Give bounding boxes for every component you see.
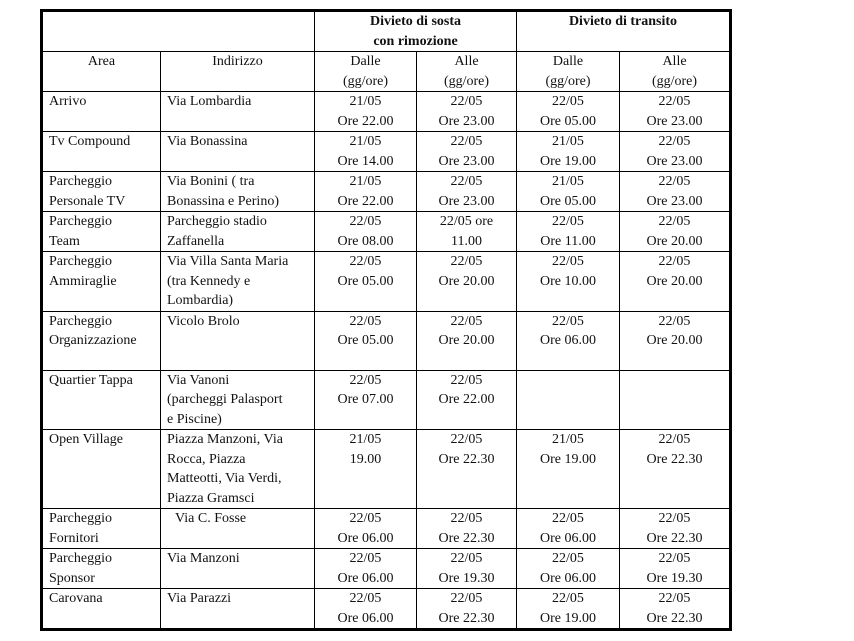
table-row (42, 311, 731, 370)
cell-transito-dalle (517, 92, 620, 132)
cell-transito-alle (620, 172, 731, 212)
col-header-area: Area (42, 52, 161, 92)
cell-indirizzo (161, 212, 315, 252)
cell-transito-alle (620, 212, 731, 252)
cell-text-line: 22/05 (450, 254, 483, 269)
cell-transito-dalle (517, 430, 620, 509)
cell-transito-dalle (517, 132, 620, 172)
cell-text-line: 21/05 (349, 94, 382, 109)
cell-text-line: Ore 06.00 (540, 570, 596, 586)
cell-sosta-dalle (315, 92, 417, 132)
cell-transito-alle (620, 92, 731, 132)
table-row (42, 430, 731, 509)
table-row (42, 172, 731, 212)
cell-text-line: 22/05 (552, 254, 584, 269)
cell-text-line: Fornitori (49, 530, 99, 546)
cell-text-line: Ore 06.00 (337, 530, 394, 546)
cell-area (42, 212, 161, 252)
cell-text-line: 21/05 (349, 134, 382, 149)
cell-text-line: 22/05 (450, 432, 483, 447)
cell-text-line: Via Vanoni (167, 372, 230, 388)
cell-sosta-alle (417, 212, 517, 252)
cell-text-line: 22/05 (658, 591, 691, 606)
cell-sosta-dalle (315, 430, 417, 509)
cell-sosta-alle (417, 132, 517, 172)
cell-text-line: Ore 23.00 (646, 193, 703, 209)
cell-text-line: 22/05 (450, 313, 483, 329)
cell-text-line: 22/05 (450, 591, 483, 606)
cell-text-line: 22/05 (349, 551, 382, 566)
cell-text-line: Ore 05.00 (337, 273, 394, 289)
cell-text-line: 22/05 (658, 134, 691, 149)
col-header-transito-dalle: Dalle (gg/ore) (517, 52, 620, 92)
cell-text-line: Rocca, Piazza (167, 451, 246, 467)
cell-text-line: 22/05 ore (439, 214, 494, 229)
cell-transito-dalle (517, 172, 620, 212)
cell-text-line: Via Villa Santa Maria (167, 254, 289, 269)
cell-text-line: 21/05 (552, 174, 584, 189)
cell-text-line: Ore 22.00 (337, 113, 394, 129)
cell-transito-dalle (517, 212, 620, 252)
cell-text-line: Via Bonassina (167, 134, 248, 149)
cell-text-line: Bonassina e Perino) (167, 193, 279, 209)
cell-text-line: Carovana (49, 591, 103, 606)
cell-indirizzo (161, 589, 315, 630)
cell-text-line: Via Parazzi (167, 591, 232, 606)
cell-text-line: Parcheggio (49, 313, 112, 329)
cell-text-line: Ore 23.00 (646, 153, 703, 169)
cell-text-line: Ore 05.00 (540, 193, 596, 209)
cell-text-line: 22/05 (450, 134, 483, 149)
cell-text-line: (parcheggi Palasport (167, 392, 283, 407)
cell-indirizzo (161, 370, 315, 430)
cell-sosta-alle (417, 92, 517, 132)
cell-transito-dalle (517, 252, 620, 312)
cell-text-line: Ore 22.30 (438, 610, 495, 626)
cell-area (42, 172, 161, 212)
cell-sosta-alle (417, 311, 517, 370)
cell-text-line: Ore 19.30 (438, 570, 495, 586)
cell-transito-alle (620, 549, 731, 589)
cell-text-line: 22/05 (450, 174, 483, 189)
cell-text-line: Ore 05.00 (337, 333, 394, 348)
cell-text-line: Vicolo Brolo (167, 313, 240, 329)
table-row (42, 509, 731, 549)
cell-text-line: Via Manzoni (167, 551, 240, 566)
cell-text-line: Ore 23.00 (646, 113, 703, 129)
cell-transito-alle (620, 370, 731, 430)
empty-header-cell (42, 11, 315, 52)
cell-text-line: 22/05 (450, 551, 483, 566)
cell-text-line: 22/05 (658, 94, 691, 109)
cell-transito-alle (620, 252, 731, 312)
cell-text-line: 21/05 (349, 174, 382, 189)
cell-sosta-dalle (315, 311, 417, 370)
cell-area (42, 92, 161, 132)
cell-text-line: 22/05 (552, 511, 584, 526)
cell-sosta-alle (417, 589, 517, 630)
cell-text-line: Ore 20.00 (438, 333, 495, 348)
cell-area (42, 311, 161, 370)
cell-text-line: Sponsor (49, 570, 95, 586)
cell-sosta-alle (417, 252, 517, 312)
group-header-row (42, 11, 731, 52)
cell-indirizzo (161, 549, 315, 589)
cell-text-line: Personale TV (49, 193, 126, 209)
cell-text-line: 22/05 (658, 551, 691, 566)
cell-area (42, 252, 161, 312)
cell-transito-alle (620, 311, 731, 370)
cell-area (42, 370, 161, 430)
cell-sosta-alle (417, 172, 517, 212)
cell-sosta-alle (417, 370, 517, 430)
cell-transito-alle (620, 509, 731, 549)
cell-transito-dalle (517, 370, 620, 430)
cell-text-line: 19.00 (349, 451, 382, 467)
divieto-transito-title: Divieto di transito (568, 14, 678, 29)
cell-text-line: 22/05 (658, 511, 691, 526)
cell-text-line: Quartier Tappa (49, 372, 133, 388)
cell-sosta-dalle (315, 212, 417, 252)
cell-sosta-alle (417, 430, 517, 509)
col-header-transito-alle: Alle (gg/ore) (620, 52, 731, 92)
cell-text-line: Ore 22.30 (438, 530, 495, 546)
cell-text-line: Ore 20.00 (646, 333, 703, 348)
cell-text-line: Ore 23.00 (438, 153, 495, 169)
cell-text-line: Arrivo (49, 94, 87, 109)
table-row (42, 252, 731, 312)
divieto-sosta-header (315, 11, 517, 52)
cell-text-line: 22/05 (658, 174, 691, 189)
cell-text-line: Ore 06.00 (337, 610, 394, 626)
cell-text-line: Parcheggio stadio (167, 214, 267, 229)
cell-text-line: 21/05 (552, 432, 584, 447)
cell-text-line: Parcheggio (49, 551, 112, 566)
cell-text-line: Ore 20.00 (646, 273, 703, 289)
cell-text-line: 22/05 (658, 254, 691, 269)
cell-sosta-dalle (315, 132, 417, 172)
table-row (42, 370, 731, 430)
cell-text-line: Ore 08.00 (337, 233, 394, 249)
cell-text-line: 22/05 (349, 254, 382, 269)
cell-text-line: Piazza Gramsci (167, 490, 255, 506)
cell-text-line: Zaffanella (167, 233, 225, 249)
cell-transito-dalle (517, 311, 620, 370)
table-row (42, 549, 731, 589)
cell-text-line: Ore 22.00 (438, 392, 495, 407)
cell-text-line: 22/05 (658, 214, 691, 229)
cell-indirizzo (161, 430, 315, 509)
cell-text-line: (tra Kennedy e (167, 273, 251, 289)
cell-transito-alle (620, 132, 731, 172)
cell-sosta-dalle (315, 172, 417, 212)
cell-text-line: Ore 22.30 (438, 451, 495, 467)
cell-area (42, 132, 161, 172)
divieti-table (40, 9, 732, 631)
col-header-sosta-dalle: Dalle (gg/ore) (315, 52, 417, 92)
cell-text-line: Team (49, 233, 80, 249)
cell-area (42, 589, 161, 630)
divieto-sosta-title: Divieto di sosta (370, 14, 461, 29)
cell-text-line: 22/05 (349, 591, 382, 606)
cell-indirizzo (161, 92, 315, 132)
cell-text-line: Ore 22.30 (646, 451, 703, 467)
cell-text-line: 22/05 (450, 94, 483, 109)
cell-area (42, 509, 161, 549)
cell-transito-alle (620, 589, 731, 630)
cell-text-line: Tv Compound (49, 134, 131, 149)
cell-text-line: e Piscine) (167, 411, 222, 427)
cell-text-line: Parcheggio (49, 214, 112, 229)
cell-transito-dalle (517, 509, 620, 549)
cell-text-line: Ore 06.00 (540, 530, 596, 546)
cell-indirizzo (161, 509, 315, 549)
cell-text-line: 21/05 (349, 432, 382, 447)
divieto-transito-header (517, 11, 731, 52)
cell-text-line: Parcheggio (49, 511, 112, 526)
cell-text-line: Organizzazione (49, 333, 137, 348)
cell-text-line: 22/05 (450, 372, 483, 388)
cell-text-line: Via Bonini ( tra (167, 174, 255, 189)
cell-text-line: Piazza Manzoni, Via (167, 432, 283, 447)
cell-text-line: 22/05 (349, 372, 382, 388)
cell-text-line: Ore 07.00 (337, 392, 394, 407)
cell-sosta-alle (417, 549, 517, 589)
cell-text-line: Ore 10.00 (540, 273, 596, 289)
cell-text-line: Ore 06.00 (337, 570, 394, 586)
cell-text-line: Via C. Fosse (175, 511, 247, 526)
cell-text-line: Via Lombardia (167, 94, 252, 109)
cell-transito-dalle (517, 589, 620, 630)
cell-transito-dalle (517, 549, 620, 589)
cell-indirizzo (161, 252, 315, 312)
cell-text-line: Ore 20.00 (646, 233, 703, 249)
cell-text-line: Ore 23.00 (438, 193, 495, 209)
cell-text-line: 22/05 (552, 94, 584, 109)
cell-sosta-dalle (315, 370, 417, 430)
cell-text-line: 11.00 (451, 233, 482, 249)
cell-text-line: Lombardia) (167, 293, 234, 308)
cell-text-line: Ore 22.30 (646, 530, 703, 546)
cell-text-line: 22/05 (450, 511, 483, 526)
column-header-row (42, 52, 731, 92)
cell-text-line: 22/05 (552, 551, 584, 566)
cell-text-line: Ore 11.00 (540, 233, 596, 249)
cell-sosta-dalle (315, 589, 417, 630)
cell-text-line: 22/05 (349, 214, 382, 229)
cell-text-line: Ammiraglie (49, 273, 117, 289)
cell-text-line: Ore 19.00 (540, 153, 596, 169)
cell-text-line: 22/05 (552, 591, 584, 606)
table-row (42, 589, 731, 630)
cell-text-line: 22/05 (658, 432, 691, 447)
cell-text-line: Ore 22.30 (646, 610, 703, 626)
cell-text-line: 22/05 (552, 214, 584, 229)
cell-sosta-dalle (315, 549, 417, 589)
cell-text-line: 22/05 (552, 313, 584, 329)
table-row (42, 212, 731, 252)
cell-text-line: Ore 05.00 (540, 113, 596, 129)
cell-text-line: Ore 06.00 (540, 333, 596, 348)
cell-text-line: Ore 20.00 (438, 273, 495, 289)
cell-indirizzo (161, 172, 315, 212)
cell-text-line: Parcheggio (49, 254, 112, 269)
cell-text-line: Matteotti, Via Verdi, (167, 471, 282, 486)
table-row (42, 132, 731, 172)
cell-area (42, 549, 161, 589)
cell-sosta-dalle (315, 509, 417, 549)
cell-text-line: Open Village (49, 432, 123, 447)
cell-text-line: 21/05 (552, 134, 584, 149)
cell-text-line: Ore 19.30 (646, 570, 703, 586)
cell-indirizzo (161, 132, 315, 172)
cell-text-line: Ore 19.00 (540, 451, 596, 467)
cell-indirizzo (161, 311, 315, 370)
col-header-sosta-alle: Alle (gg/ore) (417, 52, 517, 92)
cell-area (42, 430, 161, 509)
cell-text-line: Ore 23.00 (438, 113, 495, 129)
cell-text-line: Ore 19.00 (540, 610, 596, 626)
cell-sosta-dalle (315, 252, 417, 312)
divieto-sosta-subtitle: con rimozione (373, 33, 458, 49)
cell-text-line: 22/05 (658, 313, 691, 329)
cell-text-line: 22/05 (349, 511, 382, 526)
cell-text-line: Ore 22.00 (337, 193, 394, 209)
col-header-indirizzo: Indirizzo (161, 52, 315, 92)
cell-sosta-alle (417, 509, 517, 549)
cell-text-line: Ore 14.00 (337, 153, 394, 169)
cell-text-line: Parcheggio (49, 174, 112, 189)
table-row (42, 92, 731, 132)
cell-text-line: 22/05 (349, 313, 382, 329)
cell-transito-alle (620, 430, 731, 509)
